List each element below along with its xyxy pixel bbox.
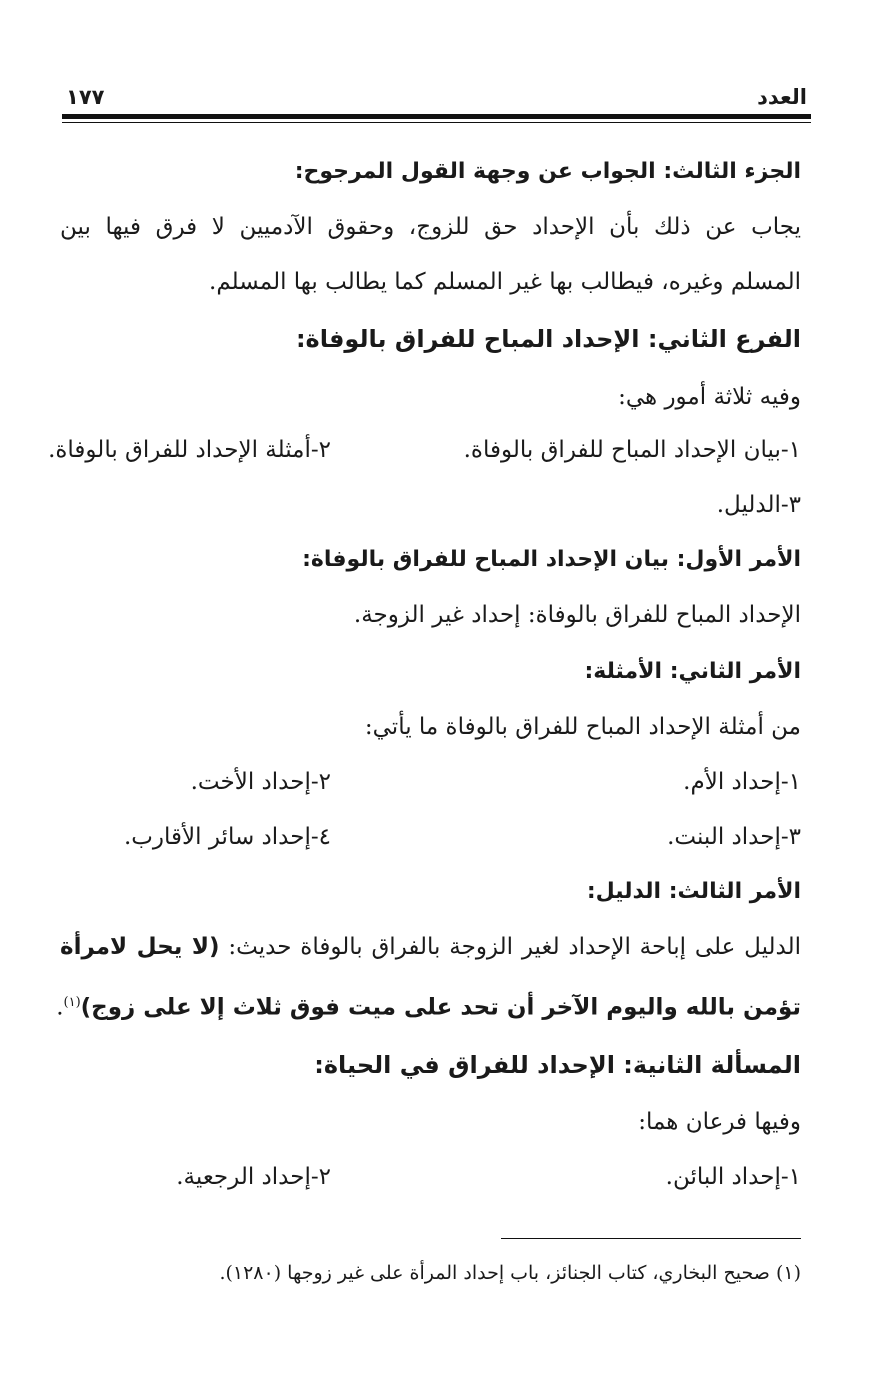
hadith-text-start: (لا يحل لامرأة xyxy=(60,934,220,960)
intro-line: وفيه ثلاثة أمور هي: xyxy=(618,384,801,410)
example-4: ٤-إحداد سائر الأقارب. xyxy=(123,824,331,850)
page-number: ١٧٧ xyxy=(66,85,105,109)
matter-three-heading: الأمر الثالث: الدليل: xyxy=(586,879,801,904)
issue-item-2: ٢-إحداد الرجعية. xyxy=(176,1164,331,1190)
part-three-heading: الجزء الثالث: الجواب عن وجهة القول المرجوح: xyxy=(294,159,801,184)
paragraph-line-2: المسلم وغيره، فيطالب بها غير المسلم كما يطالب بها المسلم. xyxy=(209,269,801,295)
footnote-1: (١) صحيح البخاري، كتاب الجنائز، باب إحداد المرأة على غير زوجها (١٢٨٠). xyxy=(219,1262,801,1284)
footnote-separator xyxy=(501,1238,801,1239)
issue-item-1: ١-إحداد البائن. xyxy=(665,1164,801,1190)
header-rule-thin xyxy=(62,122,811,123)
evidence-line-1 xyxy=(60,930,801,964)
item-1: ١-بيان الإحداد المباح للفراق بالوفاة. xyxy=(463,437,801,463)
items-row-1 xyxy=(48,433,801,467)
examples-row-1 xyxy=(60,765,801,799)
example-3: ٣-إحداد البنت. xyxy=(667,824,801,850)
paragraph-line-1: يجاب عن ذلك بأن الإحداد حق للزوج، وحقوق الآدميين لا فرق فيها بين xyxy=(60,214,801,240)
matter-two-heading: الأمر الثاني: الأمثلة: xyxy=(584,659,801,684)
matter-one-heading: الأمر الأول: بيان الإحداد المباح للفراق بالوفاة: xyxy=(302,547,801,572)
issue-two-text: وفيها فرعان هما: xyxy=(638,1109,801,1135)
item-2: ٢-أمثلة الإحداد للفراق بالوفاة. xyxy=(48,437,331,463)
evidence-line-2 xyxy=(56,986,801,1025)
evidence-text: الدليل على إباحة الإحداد لغير الزوجة بالفراق بالوفاة حديث: xyxy=(228,934,802,960)
matter-one-text: الإحداد المباح للفراق بالوفاة: إحداد غير الزوجة. xyxy=(353,602,801,628)
header-rule-thick xyxy=(62,114,811,119)
example-2: ٢-إحداد الأخت. xyxy=(190,769,331,795)
footnote-marker[interactable]: (١) xyxy=(63,995,81,1010)
item-3: ٣-الدليل. xyxy=(716,492,801,518)
hadith-text-end: تؤمن بالله واليوم الآخر أن تحد على ميت فوق ثلاث إلا على زوج) xyxy=(80,994,801,1021)
example-1: ١-إحداد الأم. xyxy=(683,769,801,795)
evidence-period: . xyxy=(56,994,64,1021)
running-header-title: العدد xyxy=(757,85,807,109)
matter-two-text: من أمثلة الإحداد المباح للفراق بالوفاة ما يأتي: xyxy=(364,714,801,740)
issue-two-heading: المسألة الثانية: الإحداد للفراق في الحياة: xyxy=(314,1051,801,1079)
issue-two-items xyxy=(60,1160,801,1194)
examples-row-2 xyxy=(60,820,801,854)
branch-two-heading: الفرع الثاني: الإحداد المباح للفراق بالوفاة: xyxy=(295,325,801,353)
